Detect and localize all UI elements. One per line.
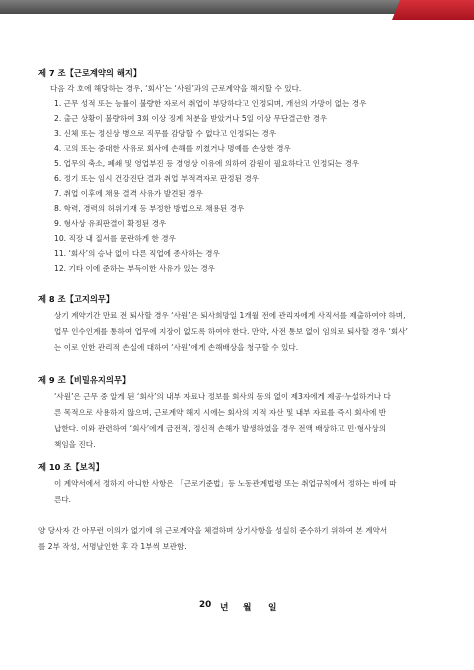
- article-7-item: 9. 형사상 유죄판결이 확정된 경우: [54, 219, 167, 228]
- date-day-unit: 일: [268, 603, 277, 613]
- article-9-line: 책임을 진다.: [54, 440, 96, 449]
- article-10-heading: 제 10 조【보칙】: [38, 462, 104, 472]
- article-7-item: 4. 고의 또는 중대한 사유로 회사에 손해를 끼쳤거나 명예를 손상한 경우: [54, 144, 291, 153]
- article-9-line: 른 목적으로 사용하지 않으며, 근로계약 해지 시에는 회사의 지적 자산 및 내부 자료를 즉시 회사에 반: [54, 408, 387, 417]
- date-year-unit: 년: [220, 603, 229, 613]
- article-7-item: 3. 신체 또는 정신상 병으로 직무를 감당할 수 없다고 인정되는 경우: [54, 129, 277, 138]
- date-year: 20: [199, 600, 212, 610]
- date-month-unit: 월: [243, 603, 252, 613]
- article-8-line: 상기 계약기간 만료 전 퇴사할 경우 ‘사원’은 퇴사희망일 1개월 전에 관리자에게 사직서를 제출하여야 하며,: [54, 311, 406, 320]
- article-10-line: 이 계약서에서 정하지 아니한 사항은 「근로기준법」등 노동관계법령 또는 취업규칙에서 정하는 바에 따: [54, 479, 397, 488]
- article-9-heading: 제 9 조【비밀유지의무】: [38, 375, 131, 385]
- banner-gray-band: [0, 0, 400, 14]
- article-8-line: 업무 인수인계를 통하여 업무에 지장이 없도록 하여야 한다. 만약, 사전 통보 없이 임의로 퇴사할 경우 ‘회사’: [54, 327, 408, 336]
- banner-red-band: [392, 0, 474, 20]
- article-7-heading: 제 7 조【근로계약의 해지】: [38, 68, 142, 78]
- article-9-line: ‘사원’은 근무 중 알게 된 ‘회사’의 내부 자료나 정보를 회사의 동의 없이 제3자에게 제공·누설하거나 다: [54, 392, 391, 401]
- article-10-line: 른다.: [54, 495, 72, 504]
- article-7-item: 6. 정기 또는 임시 건강진단 결과 취업 부적격자로 판정된 경우: [54, 174, 260, 183]
- article-7-item: 2. 출근 상황이 불량하여 3회 이상 징계 처분을 받았거나 5일 이상 무단결근한 경우: [54, 114, 328, 123]
- closing-line: 양 당사자 간 아무런 이의가 없기에 위 근로계약을 체결하며 상기사항을 성실히 준수하기 위하여 본 계약서: [38, 526, 388, 535]
- article-7-item: 7. 취업 이후에 채용 결격 사유가 발견된 경우: [54, 189, 203, 198]
- article-9-line: 납한다. 이와 관련하여 ‘회사’에게 금전적, 정신적 손해가 발생하였을 경우 전액 배상하고 민·형사상의: [54, 424, 387, 433]
- top-banner: [0, 0, 474, 22]
- article-7-item: 12. 기타 이에 준하는 부득이한 사유가 있는 경우: [54, 264, 216, 273]
- article-8-line: 는 이로 인한 관리적 손실에 대하여 ‘사원’에게 손해배상을 청구할 수 있다.: [54, 343, 299, 352]
- article-7-item: 11. ‘회사’의 승낙 없이 다른 직업에 종사하는 경우: [54, 249, 220, 258]
- article-7-item: 10. 직장 내 질서를 문란하게 한 경우: [54, 234, 176, 243]
- article-7-item: 1. 근무 성적 또는 능률이 불량한 자로서 취업이 부당하다고 인정되며, 개선의 가망이 없는 경우: [54, 99, 367, 108]
- article-7-intro: 다음 각 호에 해당하는 경우, ‘회사’는 ‘사원’과의 근로계약을 해지할 수 있다.: [50, 84, 302, 93]
- closing-line: 를 2부 작성, 서명날인한 후 각 1부씩 보관함.: [38, 542, 187, 551]
- article-8-heading: 제 8 조【고지의무】: [38, 294, 115, 304]
- article-7-item: 5. 업무의 축소, 폐쇄 및 영업부진 등 경영상 이유에 의하여 감원이 필요하다고 인정되는 경우: [54, 159, 360, 168]
- article-7-item: 8. 학력, 경력의 허위기재 등 부정한 방법으로 채용된 경우: [54, 204, 245, 213]
